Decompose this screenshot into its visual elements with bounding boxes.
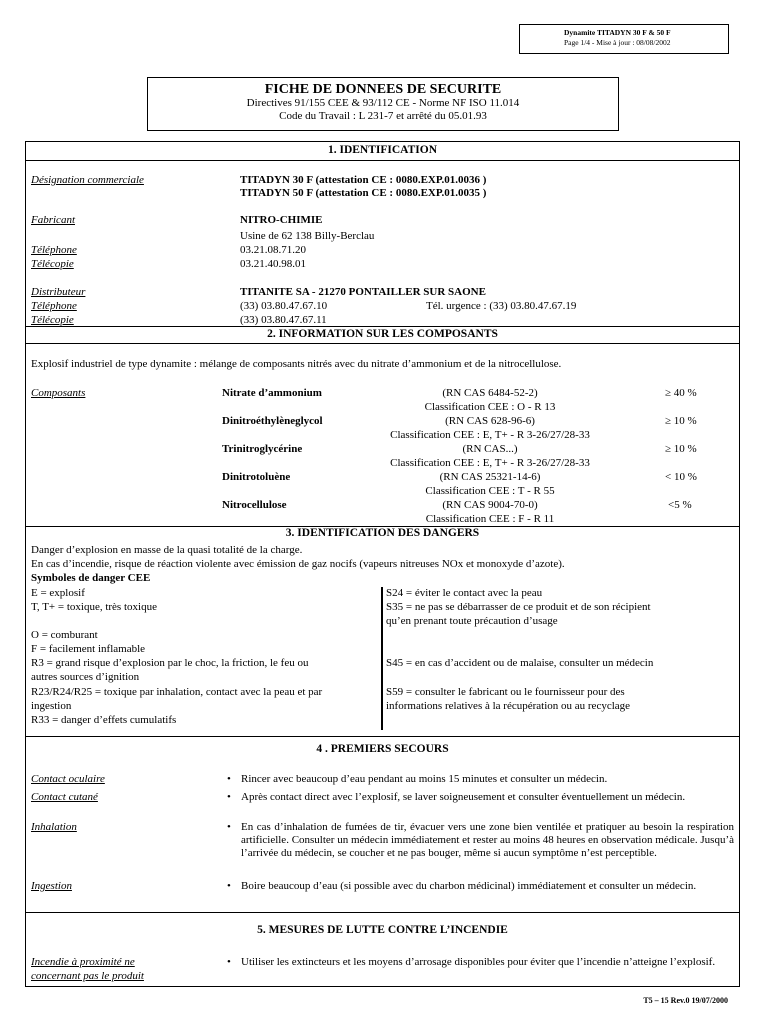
danger-line-1: Danger d’explosion en masse de la quasi totalité de la charge.	[31, 544, 303, 556]
component-pct: ≥ 10 %	[665, 415, 697, 427]
directives-line: Directives 91/155 CEE & 93/112 CE - Norme NF ISO 11.014	[246, 97, 520, 109]
urgence-tel: Tél. urgence : (33) 03.80.47.67.19	[426, 300, 577, 312]
fabricant-name: NITRO-CHIMIE	[240, 214, 323, 226]
section-1-heading: 1. IDENTIFICATION	[327, 144, 438, 156]
tel-label-2: Téléphone	[31, 300, 77, 312]
symbol-right: S59 = consulter le fabricant ou le fournisseur pour des	[386, 686, 625, 698]
component-cas: (RN CAS 6484-52-2)	[442, 387, 538, 399]
product-1: TITADYN 30 F (attestation CE : 0080.EXP.01.0036 )	[240, 174, 487, 186]
component-cas: (RN CAS...)	[462, 443, 518, 455]
fire-label-2: concernant pas le produit	[31, 970, 144, 982]
symbol-right: S45 = en cas d’accident ou de malaise, consulter un médecin	[386, 657, 654, 669]
fax-label: Télécopie	[31, 258, 74, 270]
component-name: Nitrocellulose	[222, 499, 287, 511]
fabricant-label: Fabricant	[31, 214, 75, 226]
symbol-right: S35 = ne pas se débarrasser de ce produit et de son récipient	[386, 601, 651, 613]
symbol-left: R33 = danger d’effets cumulatifs	[31, 714, 177, 726]
tel-label: Téléphone	[31, 244, 77, 256]
header-box	[519, 24, 729, 54]
aid-text: Boire beaucoup d’eau (si possible avec du charbon médicinal) immédiatement et consulter un médecin.	[241, 880, 697, 892]
distributeur-label: Distributeur	[31, 286, 86, 298]
footer-ref: T5 – 15 Rev.0 19/07/2000	[643, 996, 728, 1005]
component-cas: (RN CAS 628-96-6)	[445, 415, 535, 427]
doc-name: Dynamite TITADYN 30 F & 50 F	[564, 28, 671, 37]
fabricant-fax: 03.21.40.98.01	[240, 258, 306, 270]
section-3-heading: 3. IDENTIFICATION DES DANGERS	[285, 527, 480, 539]
code-line: Code du Travail : L 231-7 et arrêté du 05.01.93	[279, 110, 487, 122]
symbol-left: O = comburant	[31, 629, 98, 641]
component-class: Classification CEE : T - R 55	[425, 485, 555, 497]
component-class: Classification CEE : E, T+ - R 3-26/27/28-33	[390, 457, 590, 469]
components-intro: Explosif industriel de type dynamite : mélange de composants nitrés avec du nitrate d’ammonium et de la nitrocellulose.	[31, 358, 562, 370]
divider	[25, 160, 740, 161]
component-name: Nitrate d’ammonium	[222, 387, 322, 399]
symbols-heading: Symboles de danger CEE	[31, 572, 151, 584]
section-2-heading: 2. INFORMATION SUR LES COMPOSANTS	[267, 328, 498, 340]
fire-text: Utiliser les extincteurs et les moyens d’arrosage disponibles pour éviter que l’incendie n’atteigne l’explosif.	[241, 956, 716, 968]
fax-label-2: Télécopie	[31, 314, 74, 326]
column-separator	[381, 587, 383, 730]
bullet-icon: •	[227, 880, 231, 892]
fabricant-tel: 03.21.08.71.20	[240, 244, 306, 256]
symbol-right: S24 = éviter le contact avec la peau	[386, 587, 543, 599]
bullet-icon: •	[227, 791, 231, 803]
fire-label-1: Incendie à proximité ne	[31, 956, 135, 968]
divider	[25, 736, 740, 737]
designation-label: Désignation commerciale	[31, 174, 144, 186]
danger-line-2: En cas d’incendie, risque de réaction violente avec émission de gaz nocifs (vapeurs nitreuses NOx et monoxyde d’azote).	[31, 558, 565, 570]
bullet-icon: •	[227, 773, 231, 785]
divider	[25, 326, 740, 327]
aid-text: En cas d’inhalation de fumées de tir, évacuer vers une zone bien ventilée et pratiquer au besoin la respiration artificielle. Consulter un médecin immédiatement et rester au moins 48 heures en observation médicale. Jusqu’à l’arrivée du médecin, se coucher et ne pas bouger, même si aucun symptôme n’est perceptible.	[241, 821, 735, 859]
symbol-right: qu’en prenant toute précaution d’usage	[386, 615, 558, 627]
aid-label: Inhalation	[31, 821, 77, 833]
symbol-left: R3 = grand risque d’explosion par le choc, la friction, le feu ou	[31, 657, 309, 669]
symbol-left: T, T+ = toxique, très toxique	[31, 601, 157, 613]
component-name: Dinitrotoluène	[222, 471, 291, 483]
component-name: Trinitroglycérine	[222, 443, 303, 455]
symbol-left: E = explosif	[31, 587, 85, 599]
component-pct: < 10 %	[665, 471, 697, 483]
product-2: TITADYN 50 F (attestation CE : 0080.EXP.01.0035 )	[240, 187, 487, 199]
divider	[25, 912, 740, 913]
aid-label: Ingestion	[31, 880, 72, 892]
divider	[25, 343, 740, 344]
bullet-icon: •	[227, 821, 231, 833]
components-label: Composants	[31, 387, 86, 399]
fabricant-address: Usine de 62 138 Billy-Berclau	[240, 230, 375, 242]
symbol-left: autres sources d’ignition	[31, 671, 140, 683]
title-box	[147, 77, 619, 131]
section-4-heading: 4 . PREMIERS SECOURS	[316, 743, 449, 755]
component-class: Classification CEE : F - R 11	[425, 513, 555, 525]
component-cas: (RN CAS 25321-14-6)	[439, 471, 541, 483]
distributeur-name: TITANITE SA - 21270 PONTAILLER SUR SAONE	[240, 286, 486, 298]
page-info: Page 1/4 - Mise à jour : 08/08/2002	[564, 38, 671, 47]
component-pct: ≥ 10 %	[665, 443, 697, 455]
symbol-left: F = facilement inflamable	[31, 643, 146, 655]
symbol-right: informations relatives à la récupération ou au recyclage	[386, 700, 631, 712]
component-pct: <5 %	[668, 499, 692, 511]
aid-text: Rincer avec beaucoup d’eau pendant au moins 15 minutes et consulter un médecin.	[241, 773, 608, 785]
aid-text: Après contact direct avec l’explosif, se laver soigneusement et consulter éventuellement un médecin.	[241, 791, 686, 803]
aid-label: Contact oculaire	[31, 773, 105, 785]
aid-label: Contact cutané	[31, 791, 98, 803]
symbol-left: R23/R24/R25 = toxique par inhalation, contact avec la peau et par	[31, 686, 323, 698]
symbol-left: ingestion	[31, 700, 72, 712]
component-name: Dinitroéthylèneglycol	[222, 415, 323, 427]
component-class: Classification CEE : E, T+ - R 3-26/27/28-33	[390, 429, 590, 441]
section-5-heading: 5. MESURES DE LUTTE CONTRE L’INCENDIE	[257, 924, 508, 936]
component-class: Classification CEE : O - R 13	[424, 401, 556, 413]
distributeur-tel: (33) 03.80.47.67.10	[240, 300, 328, 312]
distributeur-fax: (33) 03.80.47.67.11	[240, 314, 327, 326]
component-pct: ≥ 40 %	[665, 387, 697, 399]
document-title: FICHE DE DONNEES DE SECURITE	[264, 82, 502, 97]
bullet-icon: •	[227, 956, 231, 968]
component-cas: (RN CAS 9004-70-0)	[442, 499, 538, 511]
